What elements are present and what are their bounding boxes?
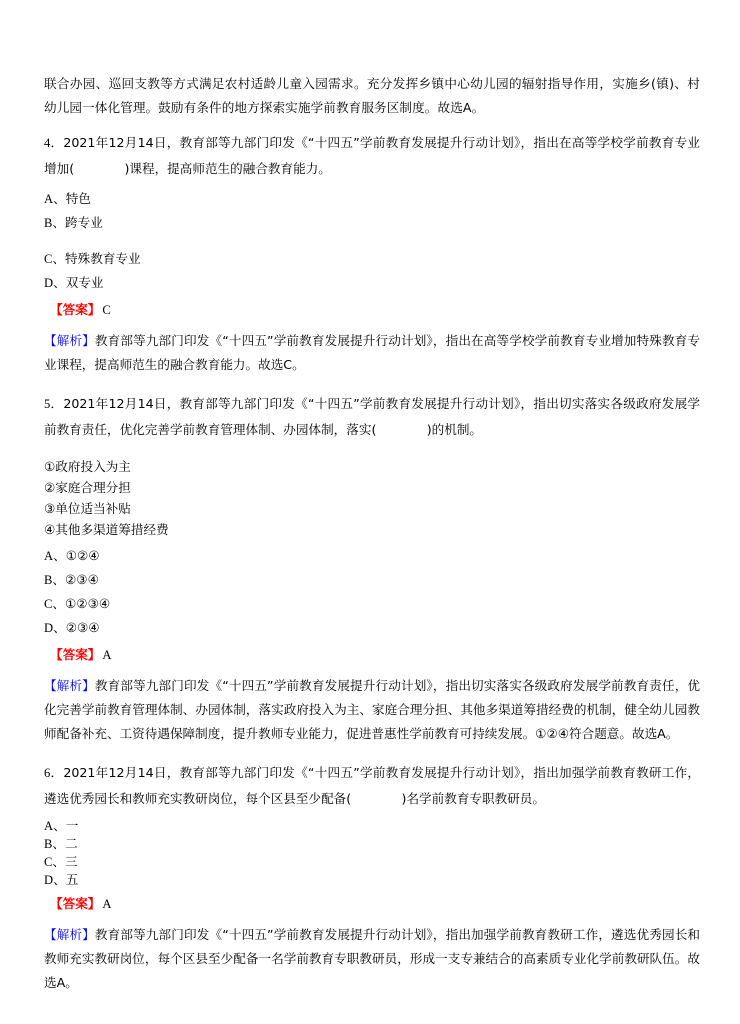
analysis-tag: 【解析】 — [44, 678, 95, 693]
option-item[interactable] — [44, 544, 700, 568]
document-content — [44, 72, 700, 995]
question-block-5 — [44, 391, 700, 746]
option-key: A、 — [44, 192, 66, 206]
option-item[interactable] — [44, 871, 700, 889]
question-number: 6． — [44, 766, 64, 780]
option-item[interactable] — [44, 616, 700, 640]
question-stem-text: 2021年12月14日，教育部等九部门印发《“十四五”学前教育发展提升行动计划》，指出切实落实各级政府发展学前教育责任，优化完善学前教育管理体制、办园体制，落实( )的机制。 — [44, 396, 701, 437]
spacer — [44, 448, 700, 456]
option-text: 双专业 — [65, 275, 104, 290]
lead-paragraph: 联合办园、巡回支教等方式满足农村适龄儿童入园需求。充分发挥乡镇中心幼儿园的辐射指导作用，实施乡(镇)、村幼儿园一体化管理。鼓励有条件的地方探索实施学前教育服务区制度。故选A。 — [44, 76, 700, 115]
question-stem-text: 2021年12月14日，教育部等九部门印发《“十四五”学前教育发展提升行动计划》，指出加强学前教育教研工作，遴选优秀园长和教师充实教研岗位，每个区县至少配备( )名学前教育专职教研员。 — [44, 765, 701, 806]
option-item[interactable] — [44, 853, 700, 871]
option-text: 一 — [65, 818, 79, 833]
answer-value: A — [102, 648, 112, 662]
option-item[interactable] — [44, 211, 700, 235]
option-text: ②③④ — [65, 572, 99, 587]
answer-tag: 【答案】 — [50, 302, 101, 317]
analysis-block — [44, 674, 700, 746]
question-number: 5． — [44, 397, 64, 411]
analysis-tag: 【解析】 — [44, 333, 95, 348]
option-text: ①②③④ — [65, 596, 111, 611]
options-list — [44, 247, 700, 295]
question-stem — [44, 760, 700, 811]
answer-line — [50, 893, 700, 915]
option-key: C、 — [44, 252, 65, 266]
options-list — [44, 544, 700, 640]
option-key: B、 — [44, 216, 65, 230]
option-item[interactable] — [44, 835, 700, 853]
option-key: C、 — [44, 855, 65, 869]
option-text: ①②④ — [65, 548, 100, 563]
option-key: B、 — [44, 837, 65, 851]
statement-item: ②家庭合理分担 — [44, 480, 131, 495]
options-list — [44, 817, 700, 889]
question-stem — [44, 130, 700, 181]
option-item[interactable] — [44, 271, 700, 295]
answer-line — [50, 299, 700, 321]
answer-value: C — [102, 303, 111, 317]
options-list — [44, 187, 700, 235]
option-item[interactable] — [44, 568, 700, 592]
spacer — [44, 239, 700, 247]
answer-tag: 【答案】 — [50, 647, 101, 662]
option-text: 二 — [65, 836, 78, 851]
option-key: C、 — [44, 597, 65, 611]
option-text: ②③④ — [65, 620, 100, 635]
option-item[interactable] — [44, 817, 700, 835]
answer-line — [50, 644, 700, 666]
analysis-text: 教育部等九部门印发《“十四五”学前教育发展提升行动计划》，指出在高等学校学前教育专业增加特殊教育专业课程，提高师范生的融合教育能力。故选C。 — [44, 333, 701, 372]
statement-item: ③单位适当补贴 — [44, 501, 131, 516]
option-text: 特殊教育专业 — [65, 251, 141, 266]
option-text: 跨专业 — [65, 215, 103, 230]
question-stem-text: 2021年12月14日，教育部等九部门印发《“十四五”学前教育发展提升行动计划》，指出在高等学校学前教育专业增加( )课程，提高师范生的融合教育能力。 — [44, 135, 701, 176]
option-key: D、 — [44, 621, 66, 635]
option-item[interactable] — [44, 187, 700, 211]
analysis-block — [44, 923, 700, 995]
question-stem — [44, 391, 700, 442]
option-text: 三 — [65, 854, 78, 869]
question-block-4 — [44, 130, 700, 377]
analysis-tag: 【解析】 — [44, 927, 95, 942]
answer-tag: 【答案】 — [50, 896, 101, 911]
statement-item: ①政府投入为主 — [44, 459, 131, 474]
option-key: A、 — [44, 549, 66, 563]
option-item[interactable] — [44, 247, 700, 271]
question-block-6 — [44, 760, 700, 995]
option-key: D、 — [44, 276, 66, 290]
analysis-text: 教育部等九部门印发《“十四五”学前教育发展提升行动计划》，指出切实落实各级政府发展学前教育责任，优化完善学前教育管理体制、办园体制，落实政府投入为主、家庭合理分担、其他多渠道筹措经费的机制，健全幼儿园教师配备补充、工资待遇保障制度，提升教师专业能力，促进普惠性学前教育可持续发展。①②④符合题意。故选A。 — [44, 678, 701, 741]
analysis-block — [44, 329, 700, 377]
statement-list — [44, 456, 700, 540]
option-item[interactable] — [44, 592, 700, 616]
option-text: 五 — [65, 872, 79, 887]
option-key: A、 — [44, 819, 66, 833]
option-key: B、 — [44, 573, 65, 587]
analysis-text: 教育部等九部门印发《“十四五”学前教育发展提升行动计划》，指出加强学前教育教研工作，遴选优秀园长和教师充实教研岗位，每个区县至少配备一名学前教育专职教研员，形成一支专兼结合的高素质专业化学前教研队伍。故选A。 — [44, 927, 701, 990]
option-text: 特色 — [65, 191, 91, 206]
option-key: D、 — [44, 873, 66, 887]
statement-item: ④其他多渠道筹措经费 — [44, 522, 169, 537]
question-number: 4． — [44, 136, 64, 150]
answer-value: A — [102, 897, 112, 911]
